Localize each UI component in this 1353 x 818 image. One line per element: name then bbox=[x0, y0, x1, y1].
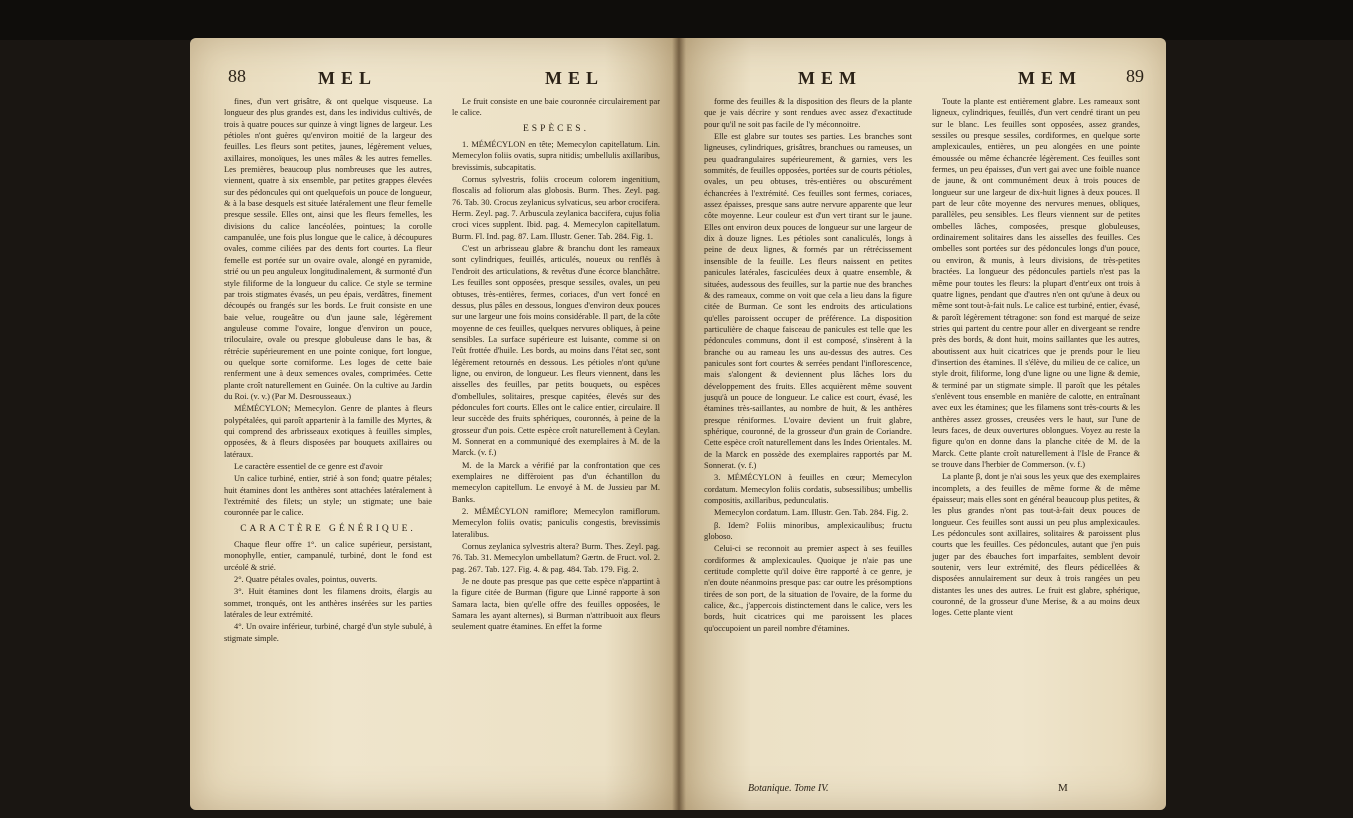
running-head-right: MEL bbox=[545, 68, 605, 88]
running-head-right: MEM bbox=[1018, 68, 1082, 88]
section-heading: CARACTÈRE GÉNÉRIQUE. bbox=[240, 523, 416, 534]
running-head-left: MEM bbox=[798, 68, 862, 88]
text-paragraph: Le fruit consiste en une baie couronnée circulairement par le calice. bbox=[452, 97, 660, 118]
text-paragraph: 4°. Un ovaire inférieur, turbiné, chargé d'un style subulé, à stigmate simple. bbox=[224, 622, 432, 643]
left-page bbox=[190, 38, 678, 810]
text-paragraph: forme des feuilles & la disposition des fleurs de la plante que je vais décrire y sont rendues avec assez d'exactitude pour qu'il ne soit pas facile de l'y méconnoitre. bbox=[704, 97, 912, 129]
running-head-left: MEL bbox=[318, 68, 378, 88]
text-paragraph: fines, d'un vert grisâtre, & ont quelque visqueuse. La longueur des plus grandes est, dans les individus cultivés, de trois à quatre pouces sur quinze à vingt lignes de largeur. Les pétioles n'ont guères qu'environ moitié de la largeur des feuilles. Les fleurs sont petites, jaunes, légèrement velues, axillaires, monoïques, les unes mâles & les autres femelles. Les premières, beaucoup plus nombreuses que les autres, viennent, quatre à six ensemble, par petites grappes élevées sur des pédoncules qui ont quelquefois un pouce de longueur, & à la base desquels est située latéralement une fleur femelle presque sessile. Elles ont, ainsi que les fleurs femelles, les divisions du calice lancéolées, pointues; la corolle campanulée, une fois plus longue que le calice, à découpures ovales, comme ciliées par des dents fort courtes. La fleur femelle est portée sur un ovaire ovale, alongé en pyramide, strié ou un peu anguleux longitudinalement, & surmonté d'un style filiforme de la longueur du calice. Ce style se termine par trois stigmates évasés, un peu épais, verdâtres, finement découpés ou frangés sur les bords. Le fruit consiste en une baie velue, rougeâtre ou d'un jaune sale, légèrement anguleuse comme l'ovaire, longue d'environ un pouce, triloculaire, ovale ou presque globuleuse dans le bas, & rétrécie supérieurement en une pointe conique, fort longue, ou quelque sorte corniforme. Les loges de cette baie renferment une à deux semences ovales, comprimées. Cette plante croît naturellement en Guinée. On la cultive au Jardin du Roi. (v. v.) (Par M. Desrousseaux.) bbox=[224, 97, 432, 401]
text-paragraph: La plante β, dont je n'ai sous les yeux que des exemplaires incomplets, a des feuilles de même forme & de même épaisseur; mais elles sont en général beaucoup plus petites, & les plus grandes n'ont pas tout-à-fait deux pouces de longueur. Ces feuilles sont aussi un peu plus amplexicaules. Les pédoncules sont axillaires, solitaires & paroissent plus courts que les feuilles. Ces pédoncules, autant que j'en puis juger par des ébauches fort imparfaites, semblent devoir soutenir, vers leur extrémité, des fleurs pédicellées & disposées annulairement sur deux à trois rangées un peu distantes les unes des autres. Le fruit est glabre, sphérique, couronné, de la grosseur d'une Merise, & a au moins deux loges. Cette plante vient bbox=[932, 472, 1140, 618]
text-paragraph: Memecylon cordatum. Lam. Illustr. Gen. Tab. 284. Fig. 2. bbox=[714, 508, 909, 518]
left-page-column-1 bbox=[224, 96, 432, 645]
text-paragraph: Un calice turbiné, entier, strié à son fond; quatre pétales; huit étamines dont les anthères sont attachées latéralement à l'extrémité des filets; un style; un stigmate; une baie couronnée par le calice. bbox=[224, 474, 432, 518]
text-paragraph: β. Idem? Foliis minoribus, amplexicaulibus; fructu globoso. bbox=[704, 520, 912, 542]
text-paragraph: 1. MÉMÉCYLON en tête; Memecylon capitellatum. Lin. Memecylon foliis ovatis, supra nitidis; umbellulis axillaribus, brevissimis, subcapitatis. bbox=[452, 140, 660, 172]
text-paragraph: 3°. Huit étamines dont les filamens droits, élargis au sommet, tronqués, ont les anthères insérées sur les parties latérales de leur extrémité. bbox=[224, 587, 432, 620]
text-paragraph: M. de la Marck a vérifié par la confrontation que ces exemplaires ne diffèroient pas d'un échantillon du memecylon capitellum. Le envoyé à M. de Jussieu par M. Banks. bbox=[452, 460, 660, 504]
signature-mark: M bbox=[1058, 782, 1068, 794]
text-paragraph: Celui-ci se reconnoit au premier aspect à ses feuilles cordiformes & amplexicaules. Quoique je n'aie pas une certitude complette qu'il doive être rapporté à ce genre, je n'en doute néanmoins presque pas: car outre les présomptions tirées de son port, de la situation de l'ovaire, de la forme du calice, &c., j'appercois distinctement dans le calice, vers les bords, huit cicatrices qui me paroissent les places qu'occupoient un pareil nombre d'étamines. bbox=[704, 544, 912, 633]
text-paragraph: MÉMÉCYLON; Memecylon. Genre de plantes à fleurs polypétalées, qui paroît appartenir à la famille des Myrtes, & qui comprend des arbrisseaux exotiques à feuilles simples, opposées, & à fleurs disposées par bouquets axillaires ou latéraux. bbox=[224, 404, 432, 459]
text-paragraph: C'est un arbrisseau glabre & branchu dont les rameaux sont cylindriques, feuillés, articulés, noueux ou renflés à l'endroit des articulations, & revêtus d'une écorce blanchâtre. Les feuilles sont opposées, presque sessiles, ovales, un peu obtuses, très-entières, fermes, coriaces, d'un vert foncé en dessus, plus pâles en dessous, longues d'environ deux pouces sur une largeur une fois moins considérable. Il part, de la côte moyenne de ces feuilles, quelques nervures obliques, à peine sensibles. La surface supérieure est luisante, comme si on l'eût frottée d'huile. Les bords, au moins dans l'état sec, sont légèrement retournés en dessous. Les pétioles n'ont qu'une ligne, ou environ, de longueur. Les fleurs viennent, dans les aisselles des feuilles, par petits bouquets, ou espèces d'ombellules, solitaires, presque capitées, élevés sur des pédoncules fort courts. Elles ont le calice entier, circulaire. Il leur succède des fruits sphériques, couronnés, à peine de la grosseur d'un pois. Cette espèce croît naturellement à Ceylan. M. Sonnerat en a communiqué des exemplaires à M. de la Marck. (v. f.) bbox=[452, 244, 660, 458]
footer-volume: Botanique. Tome IV. bbox=[748, 783, 829, 794]
scanner-background bbox=[0, 0, 1353, 40]
text-paragraph: Elle est glabre sur toutes ses parties. Les branches sont ligneuses, cylindriques, grisâtres, branchues ou rameuses, un peu quadrangulaires supérieurement, & garnies, vers les sommités, de feuilles opposées, portées sur de courts pétioles, ovales, un peu obtuses, très-entières ou obscurément échancrées à l'extrémité. Ces feuilles sont fermes, coriaces, assez épaisses, presque sans autre nervure apparente que leur côte moyenne. Leur couleur est d'un vert tirant sur le jaune. Elles ont environ deux pouces de longueur sur une largeur de dix à douze lignes. Les pétioles sont canaliculés, longs à peine de deux lignes, & formés par un rétrécissement insensible de la feuille. Les fleurs naissent en petites panicules latérales, fasciculées deux à quatre ensemble, & situées, audessous des feuilles, sur la partie nue des branches & des rameaux, comme on voit que cela a lieu dans la figure citée de Burman. Ce sont les endroits des articulations qu'elles paroissent occuper de préférence. La disposition particulière de chaque faisceau de panicules est telle que les pédoncules communs, dont il est composé, s'insèrent à la branche ou au rameau les uns au-dessus des autres. Ces panicules sont fort courtes & serrées pendant l'inflorescence, mais s'alongent & deviennent plus lâches lors du développement des fruits. Elles acquièrent même souvent jusqu'à un pouce de longueur. Le calice est court, évasé, les étamines très-saillantes, au nombre de huit, & les anthères presque réniformes. L'ovaire devient un fruit glabre, sphérique, couronné, de la grosseur d'un grain de Coriandre. Cette espèce croît naturellement dans les Indes Orientales. M. de la Marck en possède des exemplaires rapportés par M. Sonnerat. (v. f.) bbox=[704, 132, 912, 470]
right-page-column-2 bbox=[932, 96, 1140, 620]
text-paragraph: Cornus zeylanica sylvestris altera? Burm. Thes. Zeyl. pag. 76. Tab. 31. Memecylon umbellatum? Gærtn. de Fruct. vol. 2. pag. 267. Tab. 127. Fig. 4. & pag. 484. Tab. 179. Fig. 2. bbox=[452, 542, 660, 574]
page-number-left: 88 bbox=[228, 66, 246, 86]
text-paragraph: Cornus sylvestris, foliis croceum colorem ingenitium, floscalis ad foliorum alas globosis. Burm. Thes. Zeyl. pag. 76. Tab. 30. Crocus zeylanicus sylvaticus, seu arbor crocifera. Herm. Zeyl. pag. 7. Arbuscula zeylanica baccifera, cujus folia croci vices supplent. Ibid. pag. 4. Memecylon capitellatum. Burm. Fl. Ind. pag. 87. Lam. Illustr. Gener. Tab. 284. Fig. 1. bbox=[452, 175, 660, 241]
right-page bbox=[678, 38, 1166, 810]
book-gutter bbox=[672, 38, 686, 810]
text-paragraph: Chaque fleur offre 1°. un calice supérieur, persistant, monophylle, entier, campanulé, turbiné, dont le fond est urcéolé & strié. bbox=[224, 540, 432, 572]
text-paragraph: 2°. Quatre pétales ovales, pointus, ouverts. bbox=[234, 575, 378, 585]
left-page-column-2 bbox=[452, 96, 660, 634]
right-page-column-1 bbox=[704, 96, 912, 635]
text-paragraph: Je ne doute pas presque pas que cette espèce n'appartint à la figure citée de Burman (figure que Linné rapporte à son Samara lacta, bien qu'elle offre des feuilles opposées, le Samara les ayant alternes), si Burman n'attribuoit aux fleurs seulement quatre étamines. En effet la forme bbox=[452, 577, 660, 632]
page-number-right: 89 bbox=[1126, 66, 1144, 86]
section-heading: ESPÈCES. bbox=[523, 123, 589, 134]
text-paragraph: 2. MÉMÉCYLON ramiflore; Memecylon ramiflorum. Memecylon foliis ovatis; paniculis congestis, brevissimis lateralibus. bbox=[452, 507, 660, 539]
text-paragraph: Toute la plante est entièrement glabre. Les rameaux sont ligneux, cylindriques, feuillés, d'un vert cendré tirant un peu sur le blanc. Les feuilles sont opposées, assez grandes, sessiles ou presque sessiles, cordiformes, en quelque sorte amplexicaules, entières, un peu alongées en une pointe émoussée ou même échancrée légèrement. Ces feuilles sont fermes, un peu épaisses, d'un vert gai avec une foible nuance de jaune, & ont communément deux à trois pouces de longueur sur une largeur de dix-huit lignes à deux pouces. Il part de leur côte moyenne des nervures menues, obliques, parallèles, peu sensibles. Les fleurs viennent sur de petites ombelles lâches, composées, presque globuleuses, ordinairement solitaires dans les aisselles des feuilles. Ces ombelles sont portées sur des pédoncules longs d'un pouce, ou environ, & munis, à leurs divisions, de très-petites bractées. La longueur des pédoncules partiels n'est pas la même pour toutes les fleurs: la plupart d'entr'eux ont trois à quatre lignes, pendant que d'autres n'en ont qu'une à deux ou même sont tout-à-fait nuls. Le calice est turbiné, entier, évasé, & paroît légèrement tétragone: son fond est marqué de seize stries qui partent du centre pour aller en divergeant se rendre près des bords, & dont huit, moins saillantes que les autres, aboutissent aux huit cicatrices que je prends pour le lieu d'insertion des étamines. Il s'élève, du milieu de ce calice, un style droit, filiforme, long d'une ligne ou une ligne & demie, & terminé par un stigmate simple. Il paroît que les pétales s'enlèvent tous ensemble en manière de calotte, en entraînant avec eux les étamines; que les filamens sont très-courts & les anthères assez grosses, creusées vers le haut, sur l'une de leurs faces, de deux ouvertures oblongues. Voyez au reste la figure qu'on en donne dans la planche citée de M. de la Marck. Cette plante croît naturellement à l'Isle de France & se trouve dans l'herbier de Commerson. (v. f.) bbox=[932, 97, 1140, 469]
text-paragraph: Le caractère essentiel de ce genre est d'avoir bbox=[234, 462, 383, 471]
text-paragraph: 3. MÉMÉCYLON à feuilles en cœur; Memecylon cordatum. Memecylon foliis cordatis, subsessilibus; umbellis compositis, axillaribus, pedunculatis. bbox=[704, 473, 912, 506]
